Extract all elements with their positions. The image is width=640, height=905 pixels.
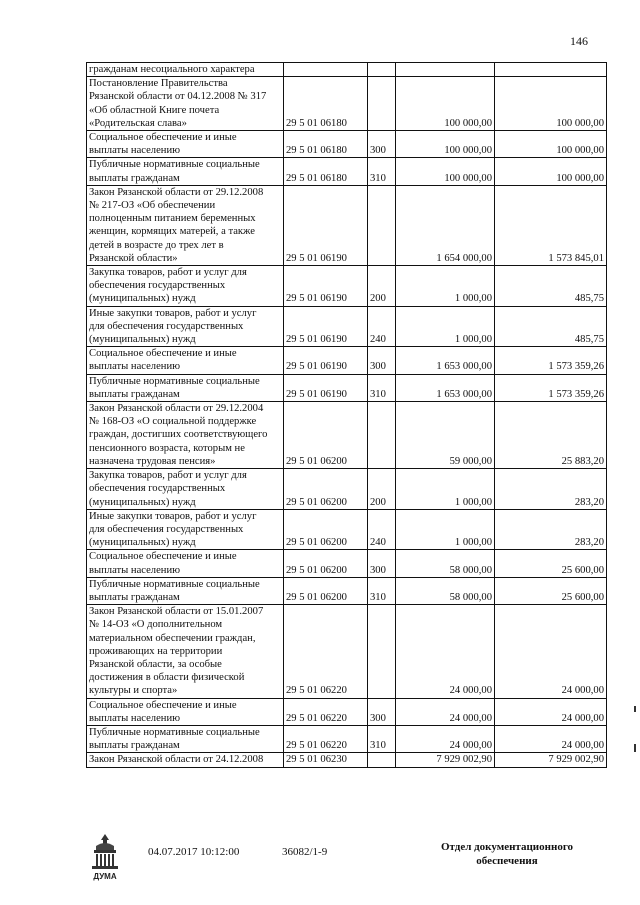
cell-name: Закон Рязанской области от 29.12.2004 № 168-ОЗ «О социальной поддержке граждан, достигших соответствующего пенсионного возраста, которым не назначена трудовая пенсия» <box>87 402 284 469</box>
cell-expense-type: 300 <box>368 698 396 725</box>
cell-name: Закон Рязанской области от 15.01.2007 № 14-ОЗ «О дополнительном материальном обеспечении граждан, проживающих на территории Рязанской области, за особые достижения в области физической культуры и спорта» <box>87 605 284 698</box>
cell-executed-amount: 1 573 359,26 <box>495 347 607 374</box>
cell-expense-type <box>368 605 396 698</box>
cell-name: Иные закупки товаров, работ и услуг для обеспечения государственных (муниципальных) нужд <box>87 509 284 550</box>
footer-department <box>422 840 592 868</box>
page-number: 146 <box>570 34 588 48</box>
footer-department-line1: Отдел документационного <box>440 841 574 853</box>
cell-executed-amount: 25 600,00 <box>495 550 607 577</box>
cell-name: Закон Рязанской области от 24.12.2008 <box>87 753 284 767</box>
cell-expense-type: 240 <box>368 509 396 550</box>
cell-name: гражданам несоциального характера <box>87 63 284 77</box>
cell-name: Иные закупки товаров, работ и услуг для обеспечения государственных (муниципальных) нужд <box>87 306 284 347</box>
cell-name: Социальное обеспечение и иные выплаты населению <box>87 550 284 577</box>
table-row <box>87 698 607 725</box>
cell-planned-amount: 1 653 000,00 <box>396 374 495 401</box>
cell-target-code: 29 5 01 06190 <box>284 347 368 374</box>
table-row <box>87 605 607 698</box>
table-row <box>87 347 607 374</box>
cell-executed-amount: 24 000,00 <box>495 698 607 725</box>
cell-planned-amount: 1 000,00 <box>396 266 495 307</box>
cell-executed-amount: 25 883,20 <box>495 402 607 469</box>
cell-executed-amount: 7 929 002,90 <box>495 753 607 767</box>
cell-executed-amount: 100 000,00 <box>495 131 607 158</box>
cell-executed-amount: 283,20 <box>495 509 607 550</box>
cell-target-code: 29 5 01 06220 <box>284 698 368 725</box>
cell-target-code: 29 5 01 06180 <box>284 131 368 158</box>
cell-name: Закон Рязанской области от 29.12.2008 № 217-ОЗ «Об обеспечении полноценным питанием беременных женщин, кормящих матерей, а также детей в возрасте до трех лет в Рязанской области» <box>87 185 284 265</box>
cell-executed-amount: 485,75 <box>495 266 607 307</box>
footer-timestamp: 04.07.2017 10:12:00 <box>148 846 240 858</box>
cell-target-code: 29 5 01 06200 <box>284 402 368 469</box>
cell-expense-type: 300 <box>368 347 396 374</box>
cell-executed-amount: 283,20 <box>495 469 607 510</box>
cell-executed-amount: 24 000,00 <box>495 605 607 698</box>
scan-margin-mark <box>634 744 636 752</box>
cell-planned-amount: 24 000,00 <box>396 605 495 698</box>
table-row <box>87 469 607 510</box>
cell-planned-amount: 1 654 000,00 <box>396 185 495 265</box>
table-row <box>87 753 607 767</box>
cell-planned-amount <box>396 63 495 77</box>
table-row <box>87 402 607 469</box>
cell-name: Публичные нормативные социальные выплаты гражданам <box>87 725 284 752</box>
cell-expense-type: 310 <box>368 158 396 185</box>
cell-planned-amount: 1 653 000,00 <box>396 347 495 374</box>
cell-executed-amount: 100 000,00 <box>495 158 607 185</box>
cell-expense-type: 300 <box>368 131 396 158</box>
table-row <box>87 550 607 577</box>
cell-expense-type <box>368 77 396 131</box>
cell-executed-amount: 25 600,00 <box>495 577 607 604</box>
cell-target-code <box>284 63 368 77</box>
cell-executed-amount: 1 573 359,26 <box>495 374 607 401</box>
cell-name: Социальное обеспечение и иные выплаты населению <box>87 347 284 374</box>
table-row <box>87 77 607 131</box>
table-row <box>87 185 607 265</box>
cell-planned-amount: 24 000,00 <box>396 725 495 752</box>
cell-planned-amount: 100 000,00 <box>396 158 495 185</box>
cell-expense-type: 310 <box>368 577 396 604</box>
cell-expense-type: 310 <box>368 725 396 752</box>
cell-planned-amount: 1 000,00 <box>396 469 495 510</box>
table-row <box>87 266 607 307</box>
table-row <box>87 374 607 401</box>
cell-target-code: 29 5 01 06220 <box>284 605 368 698</box>
duma-emblem-icon <box>88 832 122 882</box>
cell-planned-amount: 59 000,00 <box>396 402 495 469</box>
cell-target-code: 29 5 01 06220 <box>284 725 368 752</box>
svg-text:ДУМА: ДУМА <box>93 872 117 881</box>
table-row <box>87 577 607 604</box>
cell-planned-amount: 58 000,00 <box>396 577 495 604</box>
cell-planned-amount: 1 000,00 <box>396 509 495 550</box>
cell-planned-amount: 24 000,00 <box>396 698 495 725</box>
cell-executed-amount: 485,75 <box>495 306 607 347</box>
cell-expense-type <box>368 63 396 77</box>
cell-name: Публичные нормативные социальные выплаты гражданам <box>87 577 284 604</box>
table-row <box>87 131 607 158</box>
cell-expense-type <box>368 753 396 767</box>
cell-target-code: 29 5 01 06190 <box>284 266 368 307</box>
cell-executed-amount: 1 573 845,01 <box>495 185 607 265</box>
cell-expense-type: 310 <box>368 374 396 401</box>
page-footer <box>0 836 640 896</box>
cell-name: Постановление Правительства Рязанской области от 04.12.2008 № 317 «Об областной Книге почета «Родительская слава» <box>87 77 284 131</box>
cell-name: Закупка товаров, работ и услуг для обеспечения государственных (муниципальных) нужд <box>87 266 284 307</box>
cell-target-code: 29 5 01 06200 <box>284 577 368 604</box>
cell-planned-amount: 7 929 002,90 <box>396 753 495 767</box>
cell-expense-type <box>368 402 396 469</box>
scan-margin-mark <box>634 706 636 712</box>
cell-expense-type: 240 <box>368 306 396 347</box>
cell-name: Социальное обеспечение и иные выплаты населению <box>87 131 284 158</box>
table-row <box>87 306 607 347</box>
cell-name: Публичные нормативные социальные выплаты гражданам <box>87 158 284 185</box>
footer-doc-number: 36082/1-9 <box>282 846 328 858</box>
table-row <box>87 158 607 185</box>
budget-table-body <box>87 63 607 768</box>
cell-target-code: 29 5 01 06190 <box>284 185 368 265</box>
cell-name: Публичные нормативные социальные выплаты гражданам <box>87 374 284 401</box>
cell-planned-amount: 100 000,00 <box>396 77 495 131</box>
cell-planned-amount: 1 000,00 <box>396 306 495 347</box>
cell-target-code: 29 5 01 06180 <box>284 77 368 131</box>
cell-target-code: 29 5 01 06190 <box>284 306 368 347</box>
cell-executed-amount: 24 000,00 <box>495 725 607 752</box>
cell-expense-type <box>368 185 396 265</box>
cell-planned-amount: 100 000,00 <box>396 131 495 158</box>
cell-target-code: 29 5 01 06230 <box>284 753 368 767</box>
table-row <box>87 63 607 77</box>
cell-target-code: 29 5 01 06200 <box>284 550 368 577</box>
cell-expense-type: 200 <box>368 469 396 510</box>
cell-target-code: 29 5 01 06200 <box>284 509 368 550</box>
table-row <box>87 725 607 752</box>
cell-planned-amount: 58 000,00 <box>396 550 495 577</box>
cell-name: Социальное обеспечение и иные выплаты населению <box>87 698 284 725</box>
cell-name: Закупка товаров, работ и услуг для обеспечения государственных (муниципальных) нужд <box>87 469 284 510</box>
cell-executed-amount <box>495 63 607 77</box>
cell-expense-type: 300 <box>368 550 396 577</box>
cell-target-code: 29 5 01 06190 <box>284 374 368 401</box>
cell-executed-amount: 100 000,00 <box>495 77 607 131</box>
cell-target-code: 29 5 01 06180 <box>284 158 368 185</box>
cell-expense-type: 200 <box>368 266 396 307</box>
budget-table <box>86 62 607 768</box>
cell-target-code: 29 5 01 06200 <box>284 469 368 510</box>
footer-department-line2: обеспечения <box>476 855 538 867</box>
table-row <box>87 509 607 550</box>
